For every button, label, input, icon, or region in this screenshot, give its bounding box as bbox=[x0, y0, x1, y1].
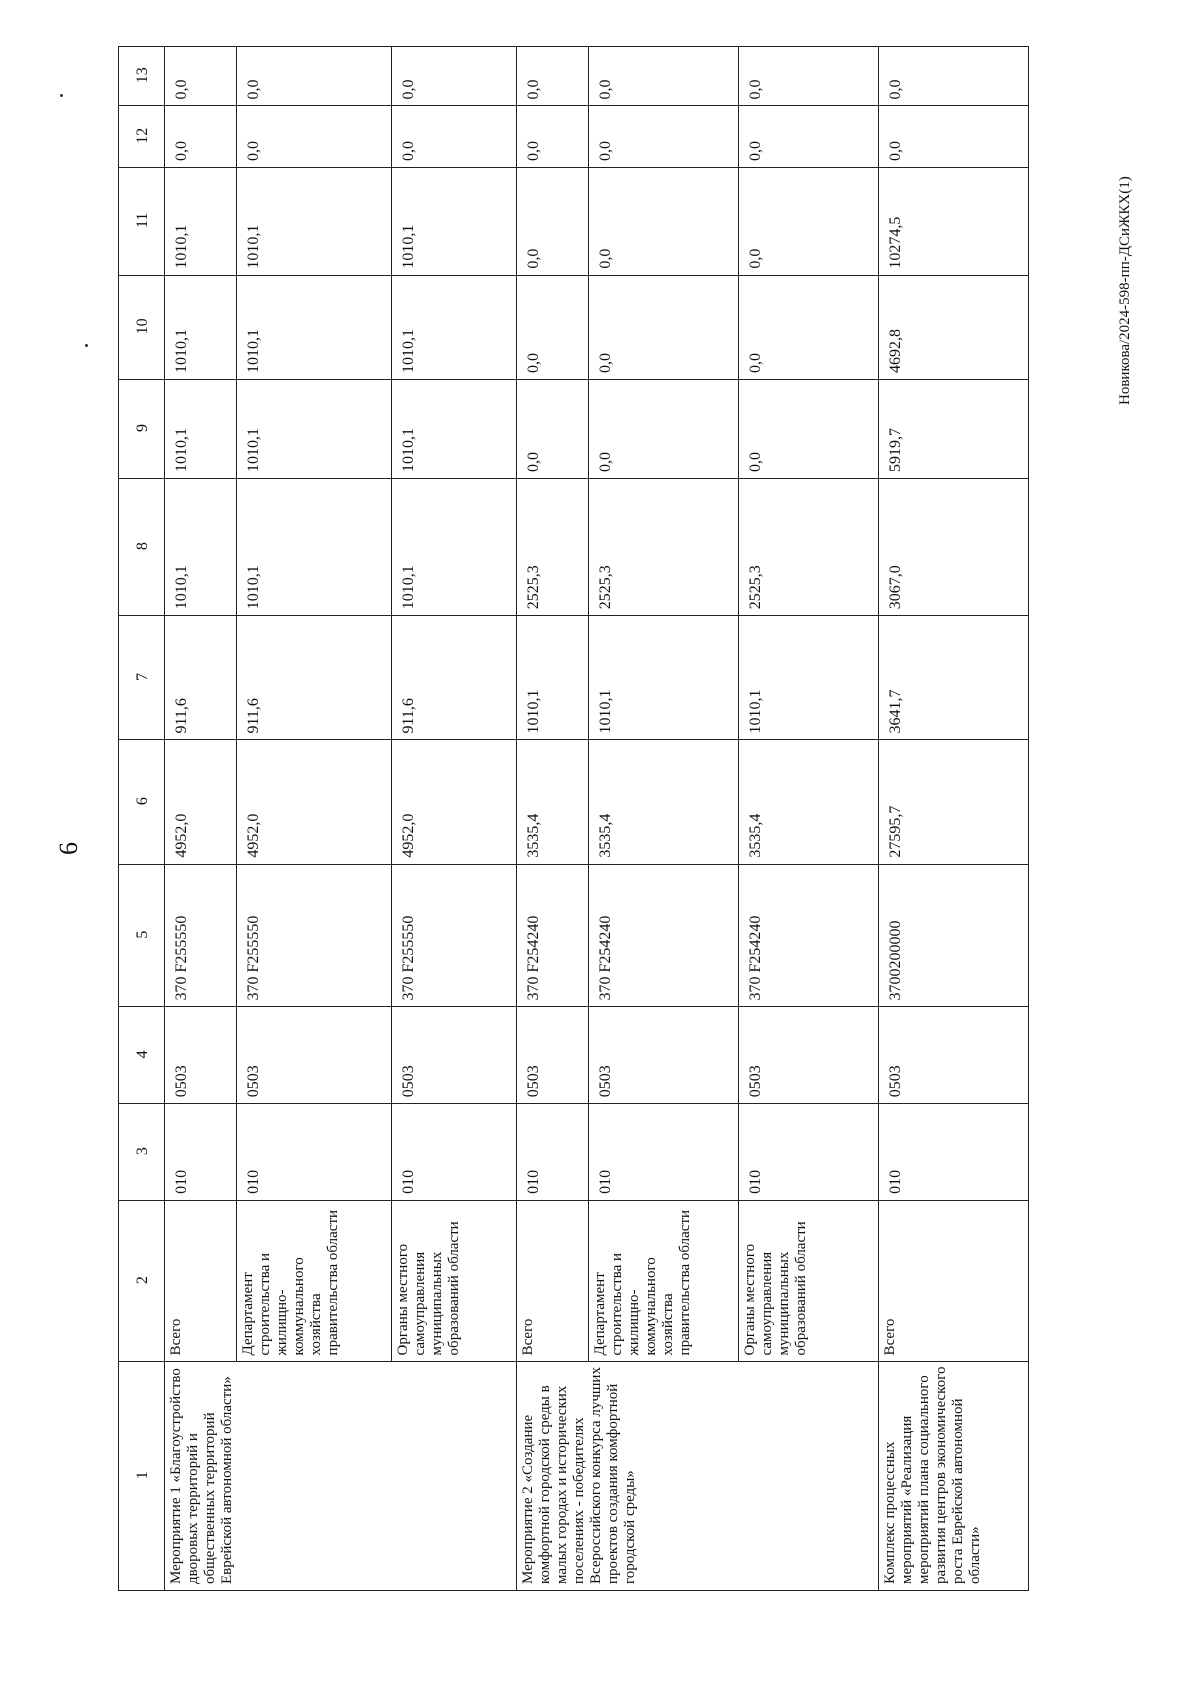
value-cell: 010 bbox=[237, 1104, 392, 1201]
column-header: 9 bbox=[119, 380, 165, 479]
value-cell: 010 bbox=[739, 1104, 879, 1201]
column-header: 10 bbox=[119, 275, 165, 379]
table-row bbox=[739, 47, 879, 1591]
table-row bbox=[589, 47, 739, 1591]
executor-cell: Департамент строительства и жилищно-коммунального хозяйства правительства области bbox=[237, 1200, 392, 1362]
value-cell: 0,0 bbox=[392, 106, 517, 168]
value-cell: 5919,7 bbox=[879, 380, 1029, 479]
value-cell: 27595,7 bbox=[879, 740, 1029, 864]
column-header: 3 bbox=[119, 1104, 165, 1201]
value-cell: 3700200000 bbox=[879, 864, 1029, 1007]
value-cell: 3535,4 bbox=[739, 740, 879, 864]
value-cell: 1010,1 bbox=[165, 380, 237, 479]
value-cell: 0,0 bbox=[739, 106, 879, 168]
page-number: 6 bbox=[54, 842, 83, 855]
value-cell: 1010,1 bbox=[237, 380, 392, 479]
value-cell: 0,0 bbox=[517, 275, 589, 379]
executor-cell: Всего bbox=[879, 1200, 1029, 1362]
value-cell: 010 bbox=[517, 1104, 589, 1201]
value-cell: 3535,4 bbox=[589, 740, 739, 864]
value-cell: 010 bbox=[392, 1104, 517, 1201]
value-cell: 0,0 bbox=[739, 167, 879, 275]
value-cell: 370 F254240 bbox=[739, 864, 879, 1007]
value-cell: 0503 bbox=[165, 1007, 237, 1104]
value-cell: 3641,7 bbox=[879, 616, 1029, 740]
value-cell: 0,0 bbox=[589, 167, 739, 275]
value-cell: 0,0 bbox=[589, 47, 739, 106]
value-cell: 4952,0 bbox=[392, 740, 517, 864]
column-header: 4 bbox=[119, 1007, 165, 1104]
value-cell: 0,0 bbox=[392, 47, 517, 106]
value-cell: 010 bbox=[589, 1104, 739, 1201]
table-row bbox=[879, 47, 1029, 1591]
value-cell: 911,6 bbox=[165, 616, 237, 740]
value-cell: 0,0 bbox=[517, 47, 589, 106]
value-cell: 0,0 bbox=[589, 275, 739, 379]
value-cell: 1010,1 bbox=[237, 478, 392, 615]
value-cell: 4952,0 bbox=[165, 740, 237, 864]
value-cell: 370 F255550 bbox=[392, 864, 517, 1007]
value-cell: 0,0 bbox=[739, 380, 879, 479]
value-cell: 3535,4 bbox=[517, 740, 589, 864]
event-name-cell: Мероприятие 1 «Благоустройство дворовых территорий и общественных территорий Еврейской автономной области» bbox=[165, 1362, 517, 1591]
column-header: 2 bbox=[119, 1200, 165, 1362]
value-cell: 370 F254240 bbox=[517, 864, 589, 1007]
value-cell: 0,0 bbox=[517, 167, 589, 275]
value-cell: 0,0 bbox=[879, 47, 1029, 106]
table-row bbox=[517, 47, 589, 1591]
value-cell: 1010,1 bbox=[165, 275, 237, 379]
value-cell: 1010,1 bbox=[392, 380, 517, 479]
table-header-row bbox=[119, 47, 165, 1591]
value-cell: 0503 bbox=[392, 1007, 517, 1104]
value-cell: 2525,3 bbox=[589, 478, 739, 615]
value-cell: 0,0 bbox=[165, 47, 237, 106]
scan-speck bbox=[85, 344, 88, 347]
value-cell: 0,0 bbox=[517, 106, 589, 168]
value-cell: 0,0 bbox=[237, 47, 392, 106]
value-cell: 10274,5 bbox=[879, 167, 1029, 275]
value-cell: 911,6 bbox=[392, 616, 517, 740]
event-name-cell: Мероприятие 2 «Создание комфортной городской среды в малых городах и исторических поселениях - победителях Всероссийского конкурса лучших проектов создания комфортной городской среды» bbox=[517, 1362, 879, 1591]
value-cell: 3067,0 bbox=[879, 478, 1029, 615]
value-cell: 0503 bbox=[739, 1007, 879, 1104]
value-cell: 1010,1 bbox=[739, 616, 879, 740]
value-cell: 1010,1 bbox=[392, 275, 517, 379]
value-cell: 1010,1 bbox=[517, 616, 589, 740]
executor-cell: Департамент строительства и жилищно-коммунального хозяйства правительства области bbox=[589, 1200, 739, 1362]
event-name-cell: Комплекс процессных мероприятий «Реализация мероприятий плана социального развития центров экономического роста Еврейской автономной области» bbox=[879, 1362, 1029, 1591]
value-cell: 1010,1 bbox=[237, 167, 392, 275]
scan-speck bbox=[60, 94, 63, 97]
value-cell: 0503 bbox=[237, 1007, 392, 1104]
value-cell: 0,0 bbox=[739, 275, 879, 379]
value-cell: 0,0 bbox=[589, 380, 739, 479]
executor-cell: Всего bbox=[165, 1200, 237, 1362]
column-header: 5 bbox=[119, 864, 165, 1007]
value-cell: 010 bbox=[165, 1104, 237, 1201]
value-cell: 0503 bbox=[517, 1007, 589, 1104]
value-cell: 0,0 bbox=[879, 106, 1029, 168]
value-cell: 370 F255550 bbox=[165, 864, 237, 1007]
budget-table bbox=[118, 46, 1029, 1591]
column-header: 1 bbox=[119, 1362, 165, 1591]
column-header: 7 bbox=[119, 616, 165, 740]
value-cell: 1010,1 bbox=[165, 167, 237, 275]
table-row bbox=[165, 47, 237, 1591]
executor-cell: Всего bbox=[517, 1200, 589, 1362]
column-header: 6 bbox=[119, 740, 165, 864]
value-cell: 0,0 bbox=[517, 380, 589, 479]
column-header: 13 bbox=[119, 47, 165, 106]
column-header: 8 bbox=[119, 478, 165, 615]
value-cell: 370 F254240 bbox=[589, 864, 739, 1007]
value-cell: 010 bbox=[879, 1104, 1029, 1201]
column-header: 12 bbox=[119, 106, 165, 168]
value-cell: 1010,1 bbox=[165, 478, 237, 615]
value-cell: 1010,1 bbox=[392, 167, 517, 275]
document-footer-code: Новикова/2024-598-пп-ДСиЖКХ(1) bbox=[1117, 176, 1133, 405]
value-cell: 911,6 bbox=[237, 616, 392, 740]
value-cell: 0503 bbox=[879, 1007, 1029, 1104]
table-row bbox=[392, 47, 517, 1591]
executor-cell: Органы местного самоуправления муниципальных образований области bbox=[739, 1200, 879, 1362]
value-cell: 2525,3 bbox=[739, 478, 879, 615]
value-cell: 4952,0 bbox=[237, 740, 392, 864]
value-cell: 1010,1 bbox=[589, 616, 739, 740]
value-cell: 1010,1 bbox=[237, 275, 392, 379]
value-cell: 4692,8 bbox=[879, 275, 1029, 379]
column-header: 11 bbox=[119, 167, 165, 275]
value-cell: 0,0 bbox=[589, 106, 739, 168]
value-cell: 2525,3 bbox=[517, 478, 589, 615]
value-cell: 370 F255550 bbox=[237, 864, 392, 1007]
value-cell: 0,0 bbox=[237, 106, 392, 168]
table-row bbox=[237, 47, 392, 1591]
value-cell: 0,0 bbox=[739, 47, 879, 106]
value-cell: 0503 bbox=[589, 1007, 739, 1104]
value-cell: 1010,1 bbox=[392, 478, 517, 615]
value-cell: 0,0 bbox=[165, 106, 237, 168]
executor-cell: Органы местного самоуправления муниципальных образований области bbox=[392, 1200, 517, 1362]
